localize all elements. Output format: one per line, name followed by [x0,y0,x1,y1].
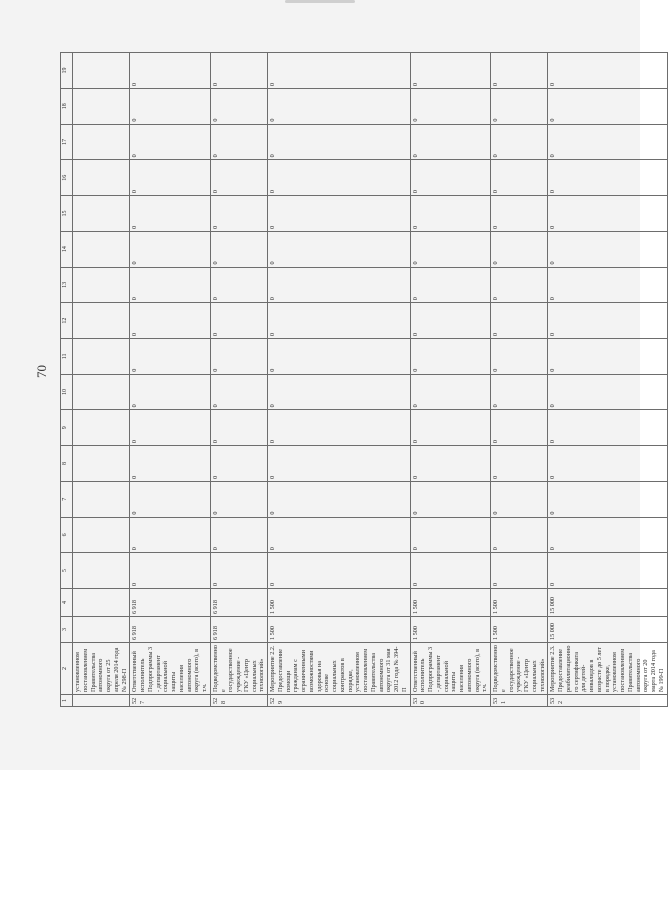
year-value-cell: 0 [548,88,667,124]
year-value-cell: 0 [210,517,267,553]
year-value-cell [73,481,130,517]
year-value-cell [73,410,130,446]
year-value-cell: 0 [410,267,491,303]
year-value-cell [73,53,130,89]
column-header: 10 [61,374,73,410]
year-value-cell: 0 [268,410,411,446]
year-value-cell: 0 [491,53,548,89]
item-name-cell: Подведомственное государственное учреждение - ГКУ «Центр социальных технологий» [210,643,267,695]
year-value-cell: 0 [491,374,548,410]
total-cell [73,617,130,643]
year-value-cell: 0 [268,338,411,374]
year-value-cell: 0 [410,517,491,553]
year-value-cell: 0 [491,88,548,124]
year-value-cell: 0 [548,53,667,89]
year-value-cell: 0 [548,517,667,553]
year-value-cell: 0 [210,53,267,89]
column-header: 15 [61,196,73,232]
table-row [548,53,667,707]
year-value-cell: 0 [548,374,667,410]
year-value-cell: 0 [491,338,548,374]
year-value-cell: 0 [130,446,211,482]
year-value-cell [73,231,130,267]
year-value-cell: 0 [548,446,667,482]
column-header: 11 [61,338,73,374]
year-value-cell: 0 [268,303,411,339]
year-value-cell [73,160,130,196]
item-name-cell: Мероприятие 2.3. Предоставление реабилитационного сертификата для детей-инвалидов в возрасте до 5 лет в порядке, установленном постановлением Правительства автономного округа от 20 марта 2014 года № 199-П [548,643,667,695]
column-header: 13 [61,267,73,303]
year-value-cell: 15 000 [548,589,667,617]
year-value-cell: 0 [210,196,267,232]
table-body [73,53,668,707]
item-name-cell: Подведомственное государственное учреждение - ГКУ «Центр социальных технологий» [491,643,548,695]
total-cell: 1 500 [268,617,411,643]
year-value-cell: 0 [210,303,267,339]
year-value-cell: 0 [491,160,548,196]
item-name-cell: Ответственный исполнитель Подпрограммы 3 - департамент социальной защиты населения автономного округа (всего), в т.ч. [130,643,211,695]
year-value-cell: 0 [491,446,548,482]
year-value-cell: 0 [268,374,411,410]
column-header: 12 [61,303,73,339]
year-value-cell: 0 [410,481,491,517]
year-value-cell: 0 [548,231,667,267]
header-row [61,53,73,707]
year-value-cell: 0 [410,124,491,160]
year-value-cell: 0 [491,267,548,303]
year-value-cell: 0 [491,196,548,232]
year-value-cell [73,446,130,482]
year-value-cell: 0 [130,303,211,339]
row-number-cell: 527 [130,695,211,707]
year-value-cell [73,196,130,232]
row-number-cell: 532 [548,695,667,707]
page-number: 70 [34,365,49,378]
year-value-cell [73,303,130,339]
year-value-cell: 1 500 [410,589,491,617]
year-value-cell: 0 [130,231,211,267]
column-header: 18 [61,88,73,124]
year-value-cell: 0 [268,231,411,267]
year-value-cell: 0 [410,303,491,339]
year-value-cell: 0 [130,160,211,196]
year-value-cell [73,267,130,303]
year-value-cell: 1 500 [491,589,548,617]
total-cell: 6 918 [210,617,267,643]
scan-edge-mark [285,0,355,3]
year-value-cell: 0 [548,338,667,374]
year-value-cell: 0 [130,410,211,446]
year-value-cell: 0 [130,196,211,232]
year-value-cell: 0 [268,553,411,589]
row-number-cell: 529 [268,695,411,707]
table-row [410,53,491,707]
year-value-cell: 0 [548,481,667,517]
year-value-cell [73,553,130,589]
row-number-cell: 530 [410,695,491,707]
budget-table [60,52,668,707]
year-value-cell: 0 [410,196,491,232]
year-value-cell: 0 [130,481,211,517]
year-value-cell: 0 [210,553,267,589]
year-value-cell: 0 [548,553,667,589]
budget-table-rotated [60,52,665,707]
year-value-cell: 0 [410,88,491,124]
year-value-cell: 0 [268,160,411,196]
year-value-cell: 0 [410,338,491,374]
year-value-cell: 0 [210,88,267,124]
year-value-cell: 0 [548,303,667,339]
year-value-cell: 1 500 [268,589,411,617]
year-value-cell: 0 [410,53,491,89]
year-value-cell: 0 [268,124,411,160]
year-value-cell: 0 [491,231,548,267]
year-value-cell: 0 [548,267,667,303]
year-value-cell: 0 [268,481,411,517]
year-value-cell: 0 [491,303,548,339]
year-value-cell: 0 [210,374,267,410]
year-value-cell: 0 [268,517,411,553]
year-value-cell: 0 [548,160,667,196]
total-cell: 1 500 [491,617,548,643]
year-value-cell: 0 [548,196,667,232]
column-header: 3 [61,617,73,643]
column-header: 9 [61,410,73,446]
year-value-cell: 0 [491,517,548,553]
row-number-cell [73,695,130,707]
year-value-cell: 0 [268,446,411,482]
total-cell: 1 500 [410,617,491,643]
year-value-cell: 6 918 [210,589,267,617]
year-value-cell: 0 [268,267,411,303]
column-header: 17 [61,124,73,160]
year-value-cell: 0 [491,553,548,589]
year-value-cell: 0 [130,88,211,124]
column-header: 4 [61,589,73,617]
year-value-cell: 0 [130,53,211,89]
year-value-cell: 6 918 [130,589,211,617]
column-header: 19 [61,53,73,89]
year-value-cell: 0 [130,517,211,553]
row-number-cell: 528 [210,695,267,707]
year-value-cell [73,374,130,410]
total-cell: 15 000 [548,617,667,643]
item-name-cell: Ответственный исполнитель Подпрограммы 3 - департамент социальной защиты населения автономного округа (всего), в т.ч. [410,643,491,695]
year-value-cell: 0 [410,410,491,446]
row-number-cell: 531 [491,695,548,707]
year-value-cell: 0 [548,124,667,160]
table-row [73,53,130,707]
page-bottom-margin [0,770,640,905]
year-value-cell [73,124,130,160]
year-value-cell: 0 [268,88,411,124]
year-value-cell [73,589,130,617]
column-header: 8 [61,446,73,482]
year-value-cell: 0 [268,196,411,232]
total-cell: 6 918 [130,617,211,643]
year-value-cell: 0 [410,446,491,482]
year-value-cell: 0 [491,410,548,446]
year-value-cell: 0 [491,481,548,517]
column-header: 6 [61,517,73,553]
column-header: 16 [61,160,73,196]
year-value-cell: 0 [410,374,491,410]
year-value-cell: 0 [491,124,548,160]
year-value-cell [73,517,130,553]
year-value-cell: 0 [410,231,491,267]
year-value-cell: 0 [210,160,267,196]
item-name-cell: установленном постановлением Правительства автономного округа от 25 апреля 2014 года № 298-П [73,643,130,695]
year-value-cell: 0 [210,338,267,374]
year-value-cell: 0 [410,160,491,196]
column-header: 14 [61,231,73,267]
column-header: 7 [61,481,73,517]
item-name-cell: Мероприятие 2.2. Предоставление помощи гражданам с ограниченными возможностями здоровья на основе социальных контрактов в порядке, установленном постановлением Правительства автономного округа от 31 мая 2012 года № 394-П [268,643,411,695]
year-value-cell: 0 [210,267,267,303]
year-value-cell: 0 [130,553,211,589]
year-value-cell: 0 [268,53,411,89]
year-value-cell: 0 [130,338,211,374]
table-row [268,53,411,707]
year-value-cell: 0 [210,446,267,482]
year-value-cell [73,88,130,124]
year-value-cell: 0 [130,267,211,303]
year-value-cell: 0 [210,481,267,517]
year-value-cell: 0 [210,124,267,160]
column-header: 2 [61,643,73,695]
column-header: 1 [61,695,73,707]
year-value-cell: 0 [410,553,491,589]
year-value-cell: 0 [548,410,667,446]
year-value-cell: 0 [130,374,211,410]
year-value-cell: 0 [130,124,211,160]
table-row [210,53,267,707]
table-row [491,53,548,707]
year-value-cell [73,338,130,374]
year-value-cell: 0 [210,410,267,446]
year-value-cell: 0 [210,231,267,267]
column-header: 5 [61,553,73,589]
table-row [130,53,211,707]
